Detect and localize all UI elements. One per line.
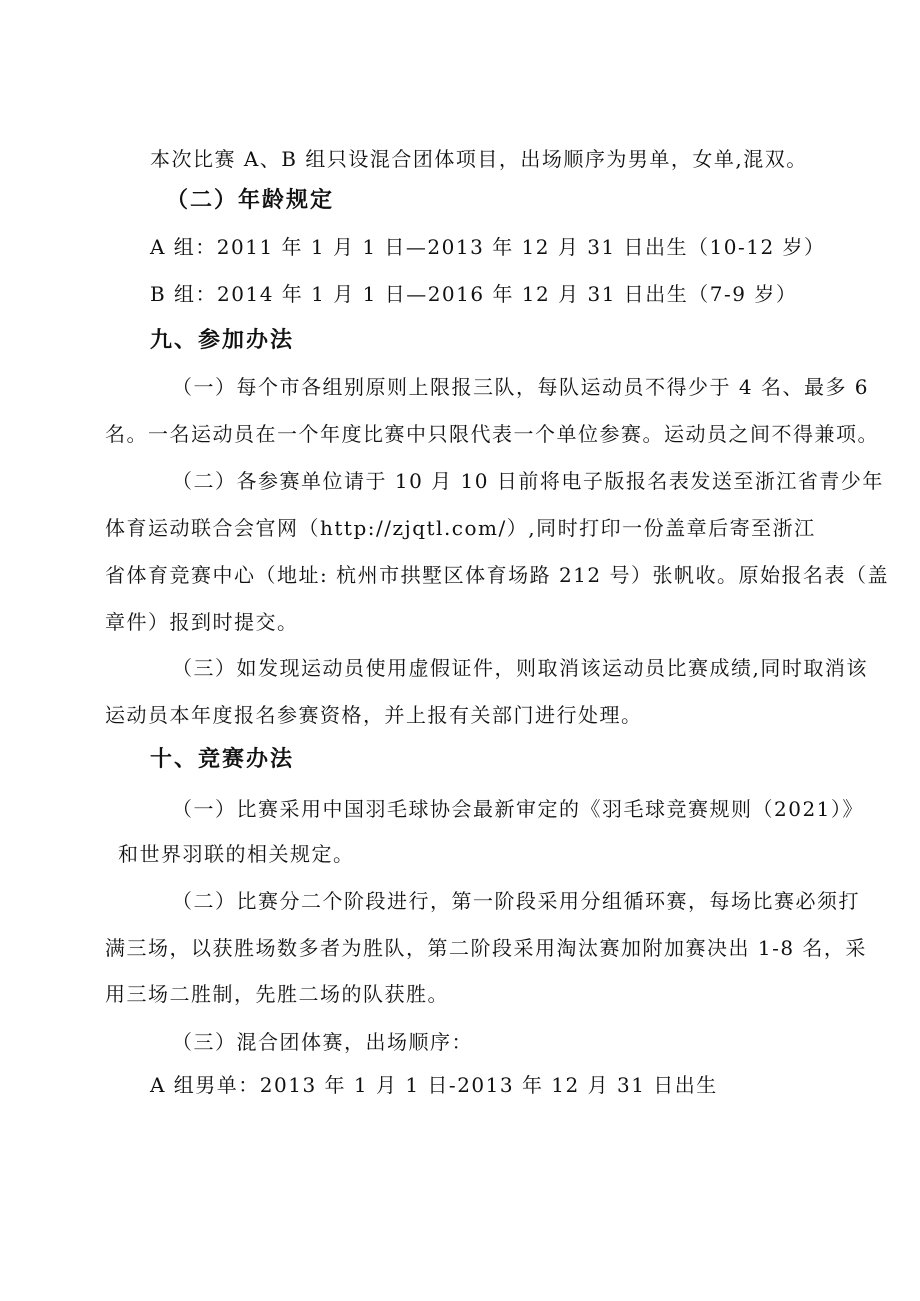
section-9-p1-line2: 名。一名运动员在一个年度比赛中只限代表一个单位参赛。运动员之间不得兼项。 xyxy=(105,422,879,446)
age-group-b: B 组：2014 年 1 月 1 日—2016 年 12 月 31 日出生（7-9 岁） xyxy=(150,282,798,306)
section-9-p3-line1: （三）如发现运动员使用虚假证件，则取消该运动员比赛成绩,同时取消该 xyxy=(172,656,868,680)
section-9-heading: 九、参加办法 xyxy=(150,328,295,353)
section-9-p2-line2: 体育运动联合会官网（http://zjqtl.com/）,同时打印一份盖章后寄至浙江 xyxy=(105,516,816,540)
section-9-p1-line1: （一）每个市各组别原则上限报三队，每队运动员不得少于 4 名、最多 6 xyxy=(172,375,870,399)
age-group-a: A 组：2011 年 1 月 1 日—2013 年 12 月 31 日出生（10-12 岁） xyxy=(150,235,826,259)
section-10-p1-line1: （一）比赛采用中国羽毛球协会最新审定的《羽毛球竞赛规则（2021）》 xyxy=(172,797,864,821)
section-10-p3-line2: A 组男单：2013 年 1 月 1 日-2013 年 12 月 31 日出生 xyxy=(150,1073,718,1097)
section-9-p2-line1: （二）各参赛单位请于 10 月 10 日前将电子版报名表发送至浙江省青少年 xyxy=(172,469,884,493)
section-10-p1-line2: 和世界羽联的相关规定。 xyxy=(118,842,355,866)
age-rules-heading: （二）年龄规定 xyxy=(166,188,335,213)
section-10-p2-line3: 用三场二胜制，先胜二场的队获胜。 xyxy=(105,982,449,1006)
section-10-p2-line1: （二）比赛分二个阶段进行，第一阶段采用分组循环赛，每场比赛必须打 xyxy=(172,889,860,913)
section-10-heading: 十、竞赛办法 xyxy=(150,747,295,772)
section-10-p2-line2: 满三场，以获胜场数多者为胜队，第二阶段采用淘汰赛加附加赛决出 1-8 名，采 xyxy=(105,936,867,960)
intro-paragraph: 本次比赛 A、B 组只设混合团体项目，出场顺序为男单，女单,混双。 xyxy=(150,147,808,171)
section-9-p3-line2: 运动员本年度报名参赛资格，并上报有关部门进行处理。 xyxy=(105,703,643,727)
section-9-p2-line4: 章件）报到时提交。 xyxy=(105,610,299,634)
section-9-p2-line3: 省体育竞赛中心（地址: 杭州市拱墅区体育场路 212 号）张帆收。原始报名表（盖 xyxy=(105,563,889,587)
section-10-p3-line1: （三）混合团体赛，出场顺序： xyxy=(172,1030,473,1054)
